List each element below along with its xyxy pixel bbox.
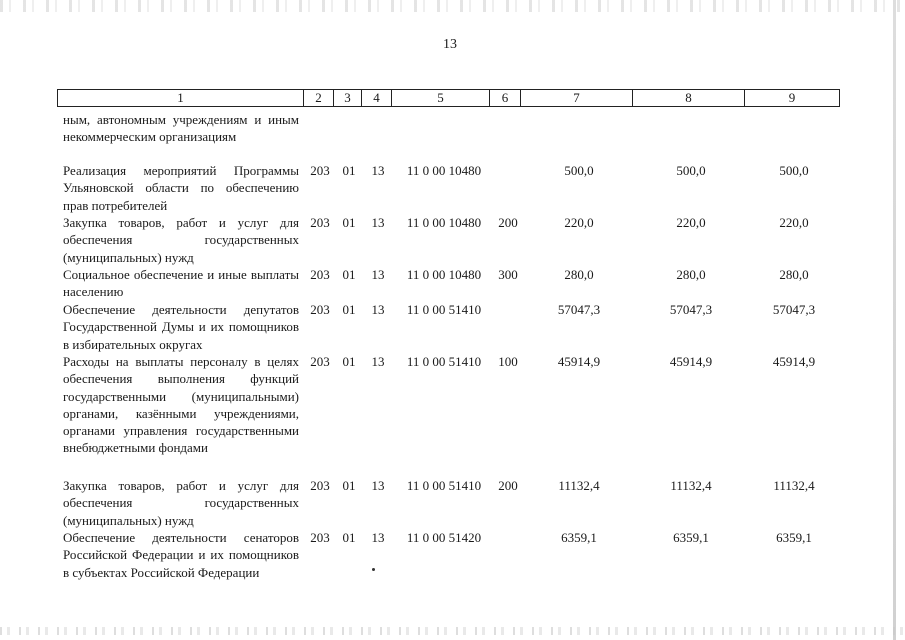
scan-artifact-right [893,0,896,640]
cell-section: 01 [342,354,356,369]
row-description: Обеспечение деятельности депутатов Государственной Думы и их помощников в избирательных округах [63,302,299,352]
column-number-header [57,89,840,107]
cell-subsection: 13 [371,478,385,493]
cell-target-article: 11 0 00 10480 [406,267,482,282]
cell-amount-col9: 45914,9 [772,354,816,369]
cell-amount-col7: 6359,1 [561,530,597,545]
header-col-8: 8 [633,90,745,107]
cell-subsection: 13 [371,302,385,317]
scan-artifact-top [0,0,905,12]
header-row [58,90,840,107]
cell-target-article: 11 0 00 51420 [406,530,482,545]
cell-amount-col9: 57047,3 [772,302,816,317]
header-col-1: 1 [58,90,304,107]
header-col-2: 2 [304,90,334,107]
cell-amount-col7: 220,0 [564,215,594,230]
cell-amount-col7: 45914,9 [557,354,601,369]
cell-section: 01 [342,267,356,282]
cell-amount-col7: 11132,4 [558,478,600,493]
cell-target-article: 11 0 00 10480 [406,163,482,178]
row-description: Закупка товаров, работ и услуг для обеспечения государственных (муниципальных) нужд [63,215,299,265]
header-col-6: 6 [490,90,521,107]
cell-expense-type: 300 [498,267,518,282]
header-col-3: 3 [334,90,362,107]
cell-expense-type: 100 [498,354,518,369]
cell-amount-col7: 57047,3 [557,302,601,317]
cell-section: 01 [342,478,356,493]
cell-amount-col9: 280,0 [779,267,809,282]
cell-amount-col9: 500,0 [779,163,809,178]
cell-admin-code: 203 [310,354,330,369]
cell-section: 01 [342,530,356,545]
row-description: Расходы на выплаты персоналу в целях обеспечения выполнения функций государственными (муниципальными) органами, казёнными учреждениями, органами управления государственными внебюджетными фондами [63,354,299,456]
cell-amount-col8: 220,0 [676,215,706,230]
cell-amount-col9: 220,0 [779,215,809,230]
row-description: Социальное обеспечение и иные выплаты населению [63,267,299,300]
cell-amount-col8: 500,0 [676,163,706,178]
cell-subsection: 13 [371,354,385,369]
cell-section: 01 [342,215,356,230]
header-col-5: 5 [392,90,490,107]
cell-target-article: 11 0 00 51410 [406,354,482,369]
cell-amount-col7: 280,0 [564,267,594,282]
cell-amount-col8: 280,0 [676,267,706,282]
cell-subsection: 13 [371,215,385,230]
cell-section: 01 [342,163,356,178]
row-description: Реализация мероприятий Программы Ульяновской области по обеспечению прав потребителей [63,163,299,213]
scan-speck [372,568,375,571]
cell-admin-code: 203 [310,163,330,178]
cell-amount-col9: 11132,4 [773,478,815,493]
cell-section: 01 [342,302,356,317]
cell-target-article: 11 0 00 10480 [406,215,482,230]
header-col-4: 4 [362,90,392,107]
page-number: 13 [443,37,457,52]
cell-amount-col9: 6359,1 [776,530,812,545]
cell-amount-col8: 11132,4 [670,478,712,493]
cell-amount-col8: 6359,1 [673,530,709,545]
cell-subsection: 13 [371,163,385,178]
cell-admin-code: 203 [310,302,330,317]
cell-admin-code: 203 [310,478,330,493]
row-description: Обеспечение деятельности сенаторов Российской Федерации и их помощников в субъектах Российской Федерации [63,530,299,580]
cell-admin-code: 203 [310,215,330,230]
cell-expense-type: 200 [498,478,518,493]
header-col-7: 7 [521,90,633,107]
row-description: ным, автономным учреждениям и иным некоммерческим организациям [63,112,299,145]
row-description: Закупка товаров, работ и услуг для обеспечения государственных (муниципальных) нужд [63,478,299,528]
cell-target-article: 11 0 00 51410 [406,302,482,317]
cell-expense-type: 200 [498,215,518,230]
scan-artifact-bottom [0,627,905,635]
cell-subsection: 13 [371,530,385,545]
cell-admin-code: 203 [310,267,330,282]
cell-subsection: 13 [371,267,385,282]
cell-admin-code: 203 [310,530,330,545]
cell-amount-col8: 45914,9 [669,354,713,369]
cell-target-article: 11 0 00 51410 [406,478,482,493]
header-col-9: 9 [745,90,840,107]
cell-amount-col8: 57047,3 [669,302,713,317]
cell-amount-col7: 500,0 [564,163,594,178]
